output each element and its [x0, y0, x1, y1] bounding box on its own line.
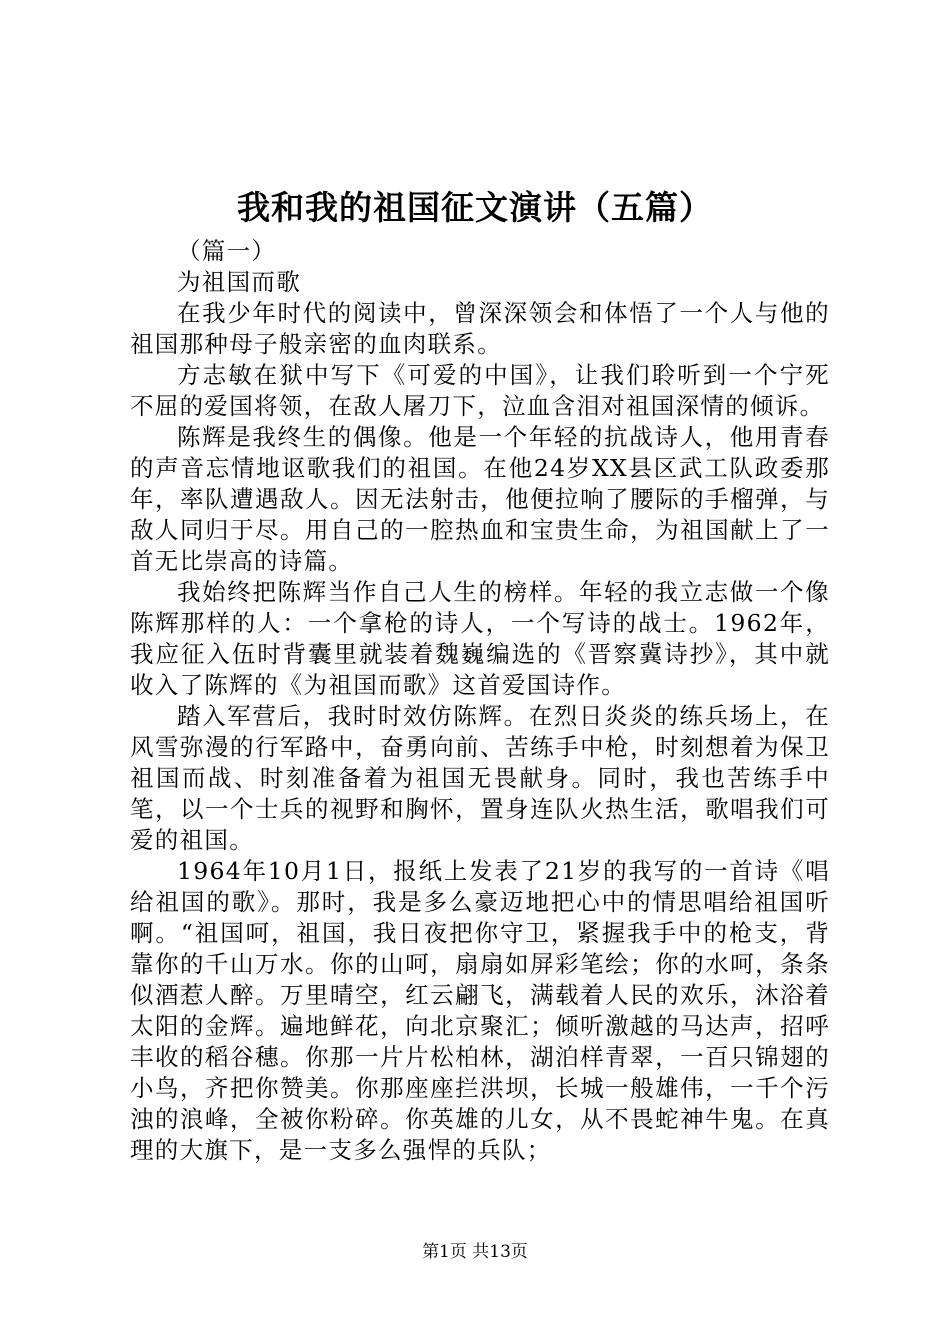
section-subtitle: 为祖国而歌 [177, 268, 301, 296]
document-title: 我和我的祖国征文演讲（五篇） [237, 188, 713, 227]
paragraph-4: 我始终把陈辉当作自己人生的榜样。年轻的我立志做一个像陈辉那样的人：一个拿枪的诗人，一个写诗的战士。1962年，我应征入伍时背囊里就装着魏巍编选的《晋察冀诗抄》，其中就收入了陈辉的《为祖国而歌》这首爱国诗作。 [130, 578, 830, 699]
paragraph-3: 陈辉是我终生的偶像。他是一个年轻的抗战诗人，他用青春的声音忘情地讴歌我们的祖国。在他24岁XX县区武工队政委那年，率队遭遇敌人。因无法射击，他便拉响了腰际的手榴弹，与敌人同归于尽。用自己的一腔热血和宝贵生命，为祖国献上了一首无比崇高的诗篇。 [130, 423, 830, 575]
paragraph-1: 在我少年时代的阅读中，曾深深领会和体悟了一个人与他的祖国那种母子般亲密的血肉联系。 [130, 299, 830, 358]
document-body [130, 236, 830, 1166]
paragraph-6: 1964年10月1日，报纸上发表了21岁的我写的一首诗《唱给祖国的歌》。那时，我是多么豪迈地把心中的情思唱给祖国听啊。“祖国呵，祖国，我日夜把你守卫，紧握我手中的枪支，背靠你的千山万水。你的山呵，扇扇如屏彩笔绘；你的水呵，条条似酒惹人醉。万里晴空，红云翩飞，满载着人民的欢乐，沐浴着太阳的金辉。遍地鲜花，向北京聚汇；倾听激越的马达声，招呼丰收的稻谷穗。你那一片片松柏林，湖泊样青翠，一百只锦翅的小鸟，齐把你赞美。你那座座拦洪坝，长城一般雄伟，一千个污浊的浪峰，全被你粉碎。你英雄的儿女，从不畏蛇神牛鬼。在真理的大旗下，是一支多么强悍的兵队； [130, 857, 830, 1164]
section-label: （篇一） [177, 237, 277, 265]
paragraph-5: 踏入军营后，我时时效仿陈辉。在烈日炎炎的练兵场上，在风雪弥漫的行军路中，奋勇向前、苦练手中枪，时刻想着为保卫祖国而战、时刻准备着为祖国无畏献身。同时，我也苦练手中笔，以一个士兵的视野和胸怀，置身连队火热生活，歌唱我们可爱的祖国。 [130, 702, 830, 854]
paragraph-2: 方志敏在狱中写下《可爱的中国》，让我们聆听到一个宁死不屈的爱国将领，在敌人屠刀下，泣血含泪对祖国深情的倾诉。 [130, 361, 830, 420]
page-footer: 第1页 共13页 [422, 1242, 528, 1262]
